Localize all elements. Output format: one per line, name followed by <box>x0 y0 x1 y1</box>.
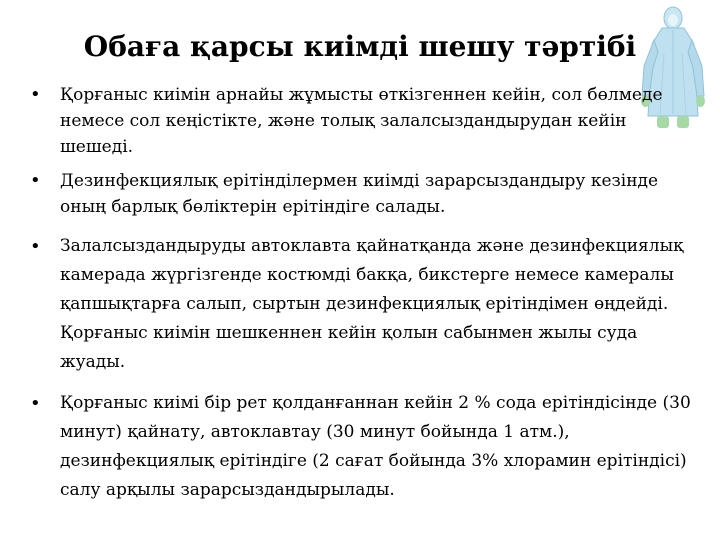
bullet-item <box>30 168 700 220</box>
bullet-marker: • <box>30 170 41 191</box>
bullet-text: Залалсыздандыруды автоклавта қайнатқанда және дезинфекциялық камерада жүргізгенде костюмді бакқа, бикстерге немесе камералы қапшықтарға салып, сыртын дезинфекциялық ерітіндімен өңдейді. Қорғаныс киімін шешкеннен кейін қолын сабынмен жылы суда жуады. <box>60 236 684 372</box>
bullet-marker: • <box>30 393 41 414</box>
bullet-list <box>30 82 700 505</box>
bullet-text: Қорғаныс киімі бір рет қолданғаннан кейін 2 % сода ерітіндісінде (30 минут) қайнату, автоклавтау (30 минут бойында 1 атм.), дезинфекциялық ерітіндіге (2 сағат бойында 3% хлорамин ерітіндісі) салу арқылы зарарсыздандырылады. <box>60 393 691 500</box>
bullet-marker: • <box>30 236 41 257</box>
bullet-item <box>30 82 700 160</box>
bullet-marker: • <box>30 84 41 105</box>
slide-title: Обаға қарсы киімді шешу тәртібі <box>83 30 637 63</box>
bullet-item <box>30 232 700 377</box>
bullet-text: Қорғаныс киімін арнайы жұмысты өткізгеннен кейін, сол бөлмеде немесе сол кеңістікте, және толық залалсыздандырудан кейін шешеді. <box>60 85 663 157</box>
bullet-item <box>30 389 700 505</box>
bullet-text: Дезинфекциялық ерітінділермен киімді зарарсыздандыру кезінде оның барлық бөліктерін ерітіндіге салады. <box>60 171 659 217</box>
